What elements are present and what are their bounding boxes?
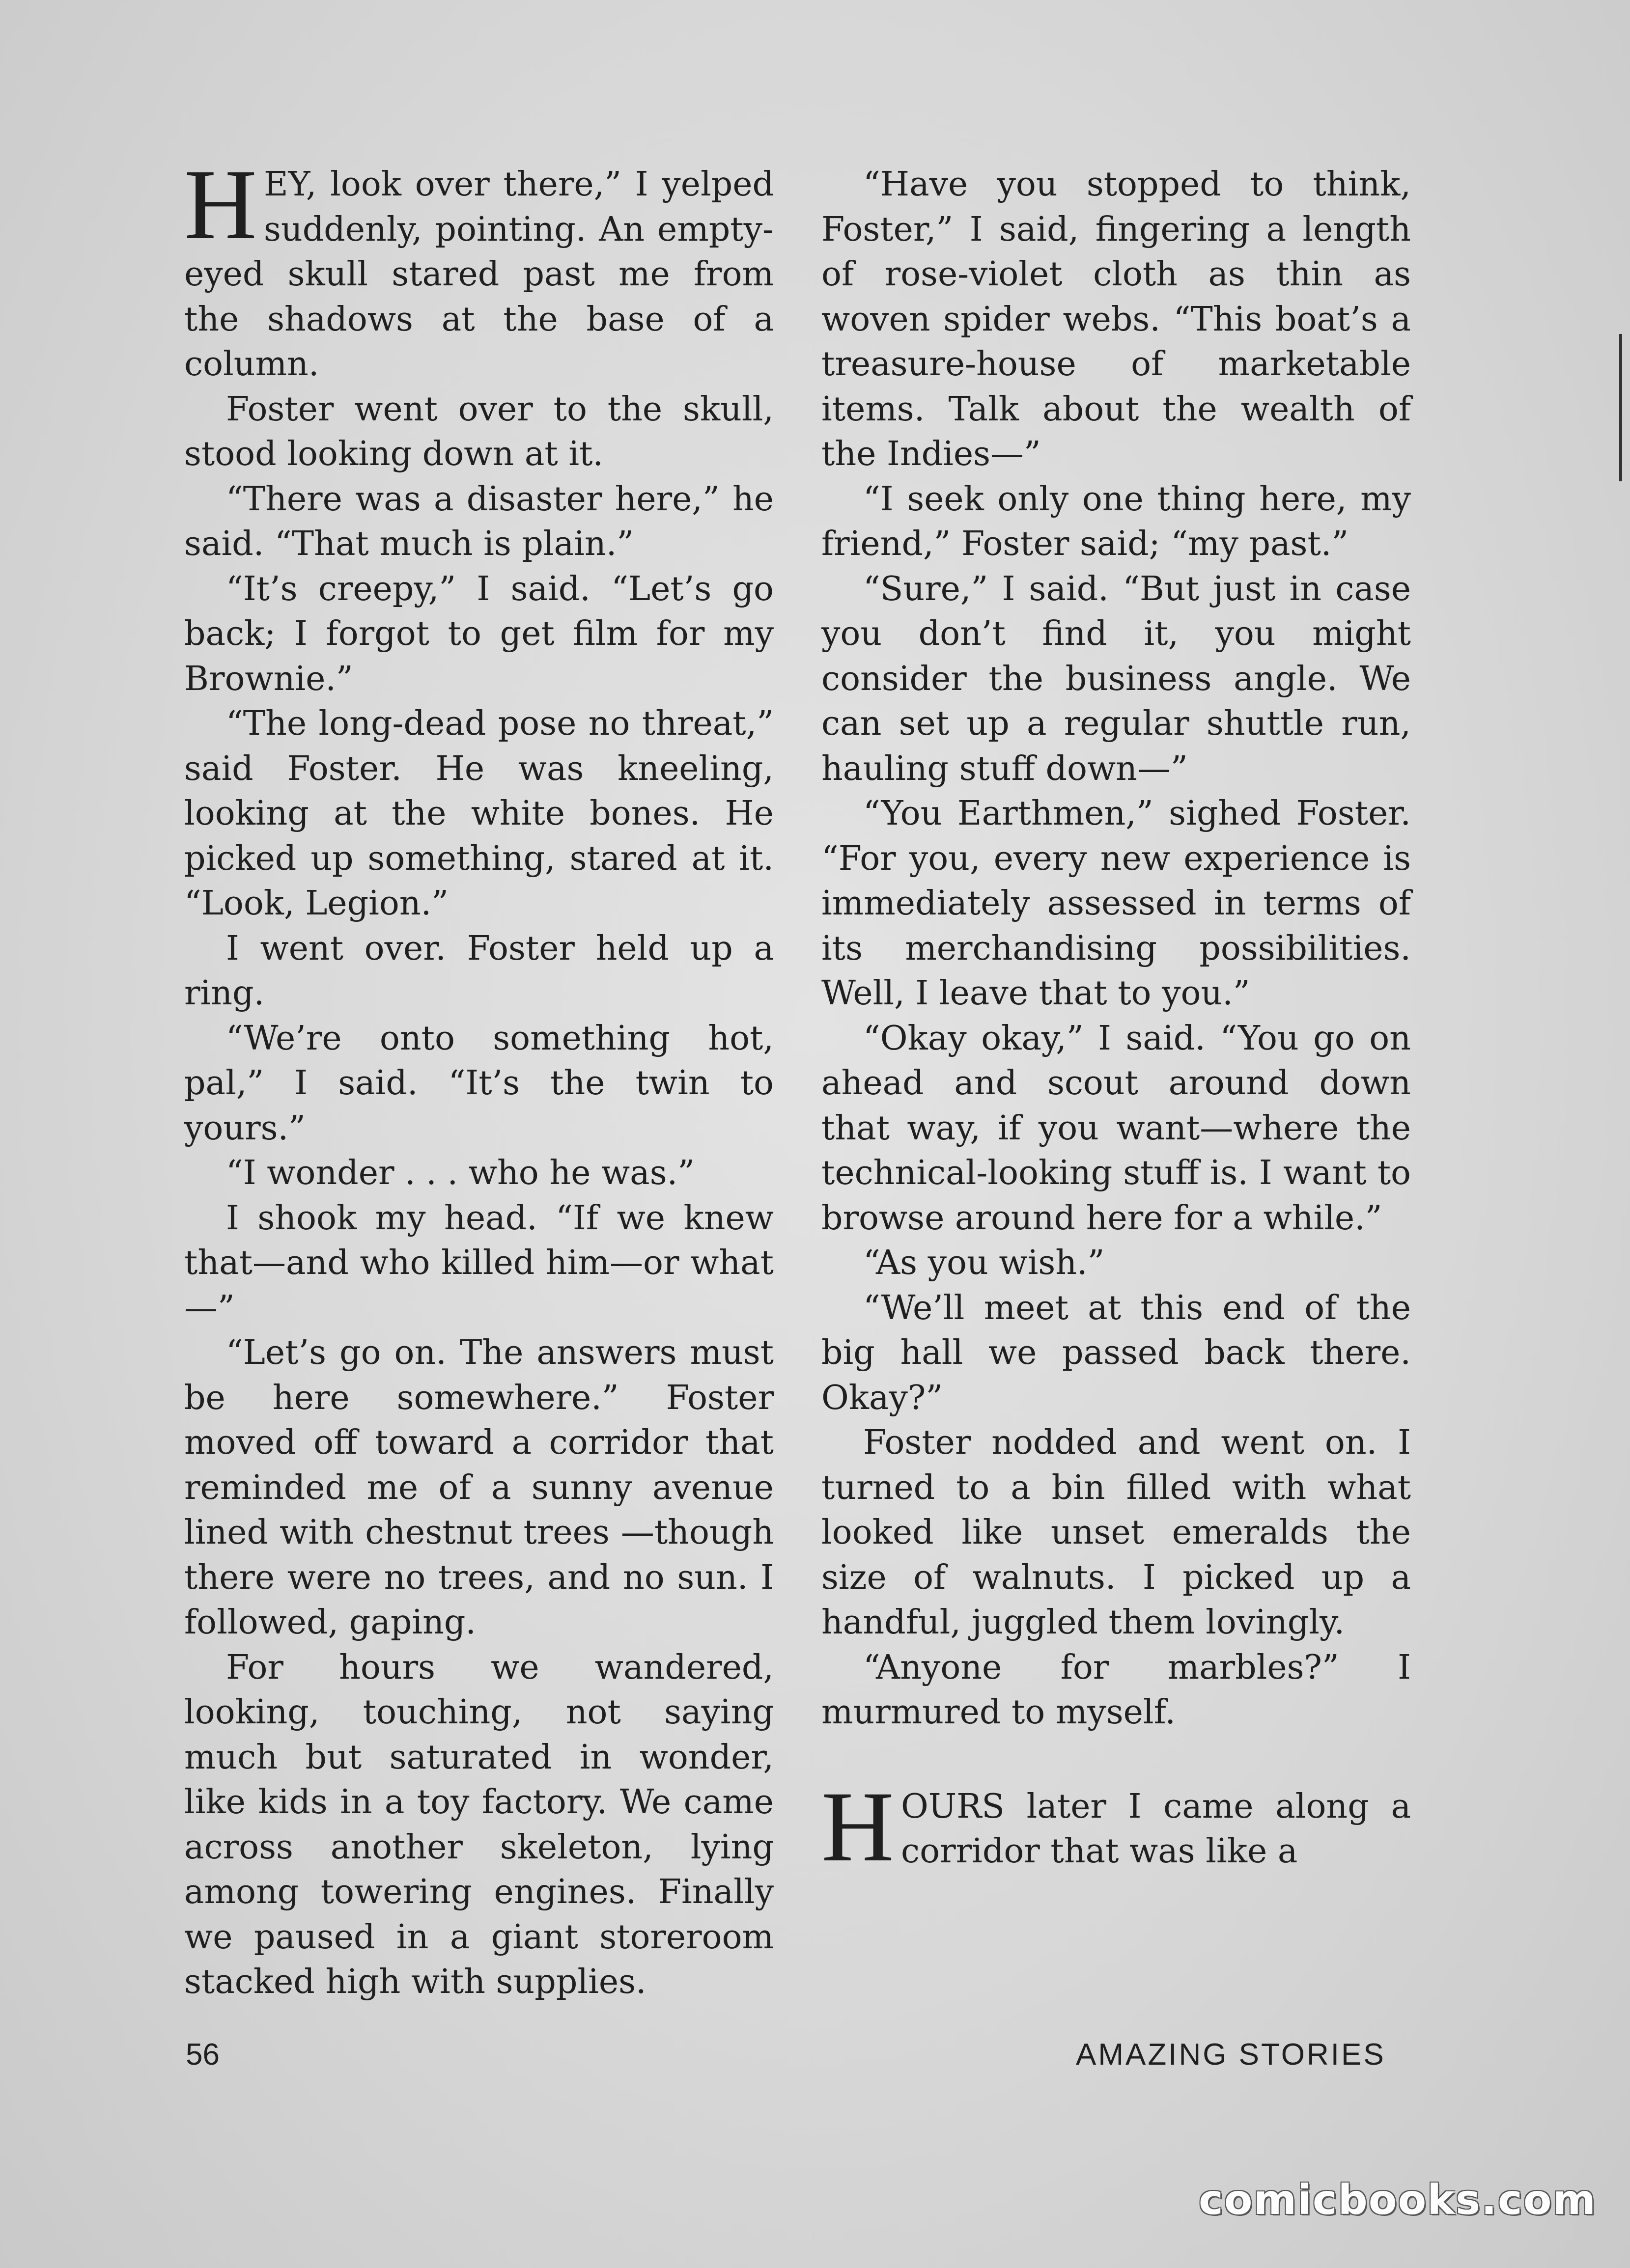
paragraph: Foster went over to the skull, stood looking down at it. [184,389,774,473]
page-number: 56 [186,2038,220,2072]
paragraph: “I wonder . . . who he was.” [226,1154,695,1192]
opening-paragraph [184,149,774,387]
paragraph: “You Earthmen,” sighed Foster. “For you, every new experience is immediately assessed in terms of its merchandising possibilities. Well, I leave that to you.” [821,794,1411,1013]
paragraph-text: OURS later I came along a corridor that was like a [901,1787,1411,1871]
paragraph: “The long-dead pose no threat,” said Foster. He was kneeling, looking at the white bones. He picked up something, stared at it. “Look, Legion.” [184,704,774,923]
drop-cap: H [821,1770,895,1882]
right-text-column [821,162,1411,1882]
paragraph: “Anyone for marbles?” I murmured to myself. [821,1648,1411,1732]
section-break [821,1735,1411,1784]
paragraph: I shook my head. “If we knew that—and who killed him—or what—” [184,1198,774,1328]
paragraph: “We’re onto something hot, pal,” I said. “It’s the twin to yours.” [184,1019,774,1148]
binding-edge-mark [1619,334,1622,481]
left-text-column [184,149,774,2005]
section-opening-paragraph [821,1770,1411,1882]
paragraph: “Have you stopped to think, Foster,” I said, fingering a length of rose-violet cloth as thin as woven spider webs. “This boat’s a treasure-house of marketable items. Talk about the wealth of the Indies—” [821,165,1411,473]
paragraph: “Sure,” I said. “But just in case you don’t find it, you might consider the business angle. We can set up a regular shuttle run, hauling stuff down—” [821,569,1411,788]
site-watermark: comicbooks.com [1199,2176,1597,2224]
paragraph: “Let’s go on. The answers must be here somewhere.” Foster moved off toward a corridor that reminded me of a sunny avenue lined with chestnut trees —though there were no trees, and no sun. I followed, gaping. [184,1333,774,1642]
paragraph: For hours we wandered, looking, touching, not saying much but saturated in wonder, like kids in a toy factory. We came across another skeleton, lying among towering engines. Finally we paused in a giant storeroom stacked high with supplies. [184,1648,774,2001]
running-title: AMAZING STORIES [1076,2038,1386,2072]
paragraph: I went over. Foster held up a ring. [184,929,774,1013]
paragraph: “I seek only one thing here, my friend,” Foster said; “my past.” [821,479,1411,563]
paragraph: “It’s creepy,” I said. “Let’s go back; I forgot to get film for my Brownie.” [184,569,774,698]
drop-cap: H [184,149,257,260]
paragraph-text: EY, look over there,” I yelped suddenly, pointing. An empty-eyed skull stared past me from the shadows at the base of a column. [184,165,774,384]
paragraph: “As you wish.” [863,1244,1105,1282]
paragraph: “We’ll meet at this end of the big hall we passed back there. Okay?” [821,1288,1411,1417]
paragraph: “Okay okay,” I said. “You go on ahead and scout around down that way, if you want—where the technical-looking stuff is. I want to browse around here for a while.” [821,1019,1411,1238]
paragraph: Foster nodded and went on. I turned to a bin filled with what looked like unset emeralds the size of walnuts. I picked up a handful, juggled them lovingly. [821,1423,1411,1642]
paragraph: “There was a disaster here,” he said. “That much is plain.” [184,479,774,563]
